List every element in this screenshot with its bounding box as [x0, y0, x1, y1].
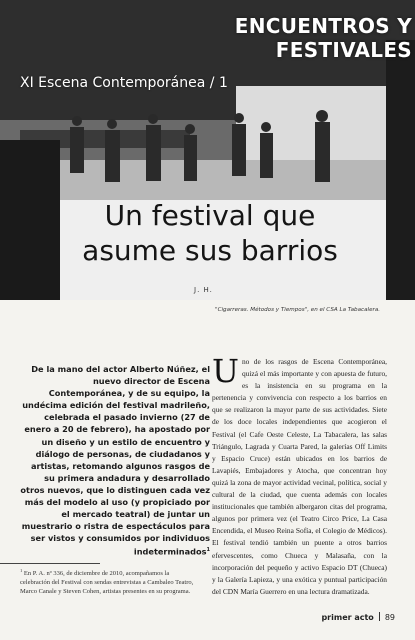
- footnote-mark: 1: [20, 568, 23, 573]
- headline-line-1: Un festival que: [104, 199, 316, 232]
- footnote: [20, 566, 200, 596]
- drop-cap: U: [212, 352, 239, 390]
- magazine-name: primer acto: [321, 613, 374, 622]
- footnote-text: En P. A. nº 336, de diciembre de 2010, acompañamos la celebración del Festival con sendas entrevistas a Cambaleo Teatro, Marco Canale y Steven Cohen, artistas presentes en su programa.: [20, 570, 194, 596]
- footnote-divider: [0, 563, 100, 564]
- headline-line-2: asume sus barrios: [82, 234, 338, 267]
- page-footer: [321, 612, 395, 622]
- author-byline: J. H.: [194, 286, 213, 294]
- page-number: 89: [384, 613, 395, 622]
- photo-caption: "Cigarreras. Métodos y Tiempos", en el CSA La Tabacalera.: [215, 307, 381, 313]
- footnote-ref: 1: [206, 547, 210, 554]
- lead-paragraph: [20, 363, 210, 558]
- section-title: ENCUENTROS Y FESTIVALES: [234, 14, 412, 62]
- lead-text: De la mano del actor Alberto Núñez, el nuevo director de Escena Contemporánea, y de su equipo, la undécima edición del festival madrileño, celebrada el pasado invierno (27 de enero a 20 de febrero), ha apostado por un diseño y un estilo de encuentro y diálogo de personas, de ciudadanos y artistas, retomando algunos rasgos de su primera andadura y desarrollado otros nuevos, que lo distinguen cada vez más del modelo al uso (y propiciado por el mercado teatral) de juntar un muestrario o ristra de espectáculos para ser vistos y consumidos por individuos indeterminados: [20, 364, 210, 558]
- headline: [60, 198, 360, 268]
- kicker: XI Escena Contemporánea / 1: [20, 75, 228, 91]
- body-column: [212, 352, 387, 598]
- body-text: no de los rasgos de Escena Contemporánea, quizá el más importante y con apuesta de futuro, es la insistencia en su programa en la pertenencia y convivencia con respecto a los barrios en que se realizaron la mayor parte de sus actividades. Siete de los doce locales independientes que acogieron el Festival (el Cafe Oeste Celeste, La Tabacalera, las salas Triángulo, Lagrada y Cuarta Pared, la galerías Off Limits y Espacio Cruce) están ubicados en los barrios de Lavapiés, Embajadores y Atocha, que concentran hoy quizá la zona de mayor actividad vecinal, política, social y cultural de la ciudad, que cuenta además con locales institucionales que también albergaron citas del programa, algunos por primera vez (el Teatro Circo Price, La Casa Encendida, el Museo Reina Sofía, el Colegio de Médicos). El festival tendió también un puente a otros barrios efervescentes, como Chueca y Malasaña, con la incorporación del pequeño y activo Espacio DT (Chueca) y la Galería Lapieza, y una exótica y puntual participación del CDN María Guerrero en una lectura dramatizada.: [212, 357, 387, 596]
- footer-separator: [379, 612, 380, 621]
